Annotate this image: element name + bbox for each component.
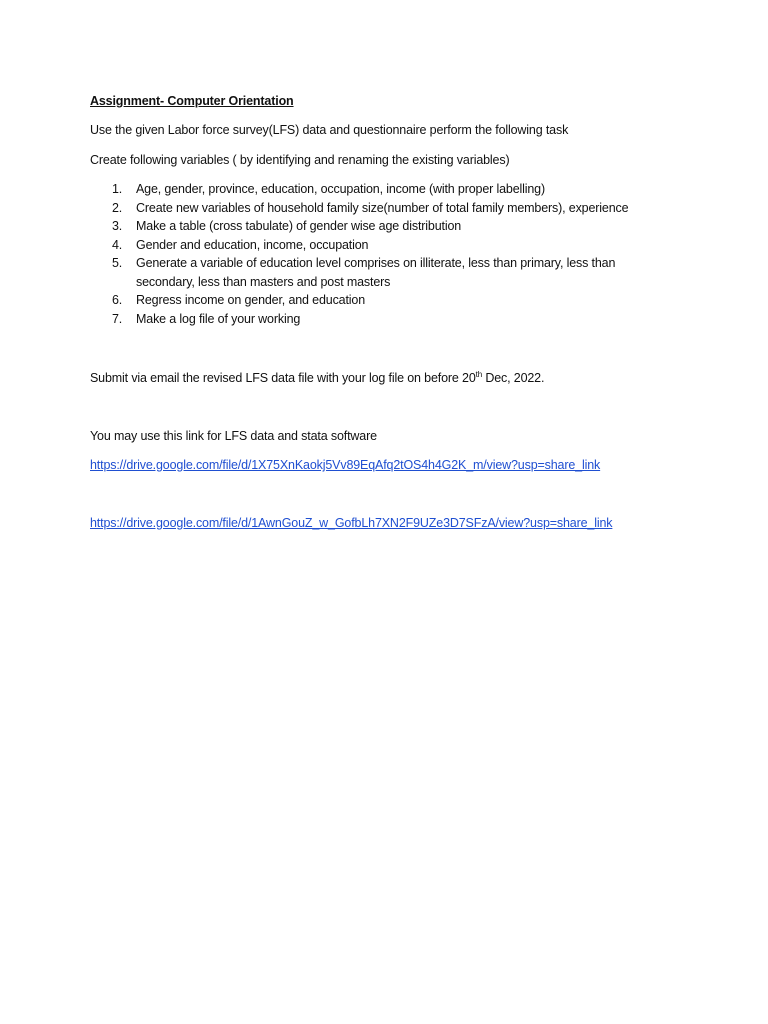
list-item-number: 5. [112,256,123,270]
lfs-data-link[interactable]: https://drive.google.com/file/d/1X75XnKaokj5Vv89EqAfq2tOS4h4G2K_m/view?usp=share_link [90,458,601,472]
list-item-number: 4. [112,237,123,252]
task-list [90,180,670,328]
submission-note [90,370,544,386]
date-superscript: th [475,370,483,379]
list-item-text: Make a log file of your working [136,311,301,326]
list-item-text: Gender and education, income, occupation [136,237,369,252]
stata-software-link[interactable]: https://drive.google.com/file/d/1AwnGouZ_w_GofbLh7XN2F9UZe3D7SFzA/view?usp=share_link [90,516,613,530]
create-variables-heading: Create following variables ( by identifying and renaming the existing variables) [90,153,510,167]
list-item [90,217,670,236]
list-item [90,291,670,310]
list-item-number: 7. [112,311,123,326]
link-intro: You may use this link for LFS data and stata software [90,429,377,443]
list-item-text: Generate a variable of education level comprises on illiterate, less than primary, less than secondary, less than masters and post masters [136,256,616,289]
list-item [90,310,670,329]
list-item-text: Make a table (cross tabulate) of gender wise age distribution [136,219,462,233]
submission-date: Dec, 2022. [482,371,545,385]
list-item-number: 3. [112,219,123,233]
list-item-number: 6. [112,293,123,307]
list-item-text: Regress income on gender, and education [136,293,366,307]
list-item [90,236,670,255]
intro-paragraph: Use the given Labor force survey(LFS) data and questionnaire perform the following task [90,123,569,137]
assignment-title: Assignment- Computer Orientation [90,94,294,108]
list-item-number: 2. [112,200,123,215]
list-item-number: 1. [112,182,123,196]
submission-text: Submit via email the revised LFS data file with your log file on before 20 [90,371,476,385]
list-item-text: Age, gender, province, education, occupation, income (with proper labelling) [136,182,545,196]
list-item [90,180,670,199]
list-item-text: Create new variables of household family size(number of total family members), experience [136,200,629,215]
list-item [90,254,670,291]
list-item [90,199,670,218]
